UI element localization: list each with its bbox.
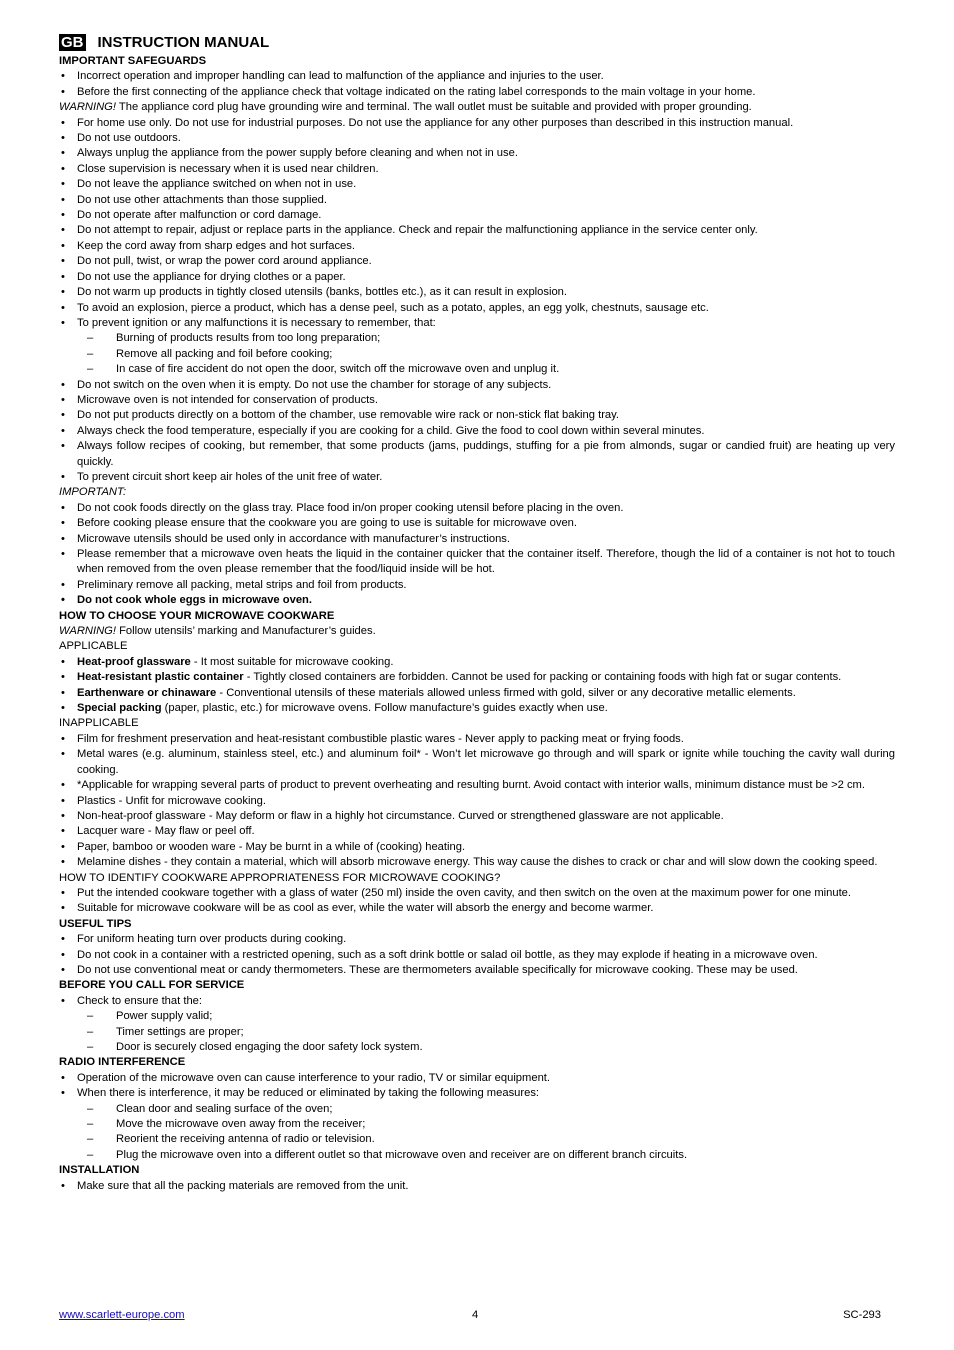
list-item: • Operation of the microwave oven can cause interference to your radio, TV or similar equipment. — [59, 1071, 895, 1086]
manual-title-row — [59, 34, 895, 52]
sub-list-item: – Move the microwave oven away from the receiver; — [59, 1117, 895, 1132]
identify-list — [59, 886, 895, 917]
safeguards-list-1 — [59, 69, 895, 100]
applicable-term: Special packing — [77, 702, 162, 715]
eggs-warning-item: • Do not cook whole eggs in microwave oven. — [59, 593, 895, 608]
radio-sub-list — [59, 1102, 895, 1164]
important-label: IMPORTANT: — [59, 486, 127, 499]
sub-list-item: – Remove all packing and foil before cooking; — [59, 347, 895, 362]
list-item: • Non-heat-proof glassware - May deform or flaw in a highly hot circumstance. Curved or strengthened glassware are not applicable. — [59, 809, 895, 824]
list-item: • Close supervision is necessary when it is used near children. — [59, 162, 895, 177]
list-item: • When there is interference, it may be reduced or eliminated by taking the following measures: — [59, 1086, 895, 1101]
cookware-warning-text: Follow utensils’ marking and Manufacturer’s guides. — [115, 625, 376, 638]
important-list — [59, 501, 895, 593]
list-item: • Do not use the appliance for drying clothes or a paper. — [59, 270, 895, 285]
sub-list-item: – Burning of products results from too long preparation; — [59, 331, 895, 346]
sub-list-item: – Power supply valid; — [59, 1009, 895, 1024]
list-item: • Put the intended cookware together with a glass of water (250 ml) inside the oven cavity, and then switch on the oven at the maximum power for one minute. — [59, 886, 895, 901]
section-heading-installation: INSTALLATION — [59, 1164, 140, 1177]
list-item: • Microwave oven is not intended for conservation of products. — [59, 393, 895, 408]
identify-heading: HOW TO IDENTIFY COOKWARE APPROPRIATENESS FOR MICROWAVE COOKING? — [59, 871, 501, 884]
model-number: SC-293 — [843, 1309, 881, 1321]
list-item: • Do not use outdoors. — [59, 131, 895, 146]
list-item: • *Applicable for wrapping several parts of product to prevent overheating and resulting burnt. Avoid contact with interior walls, minimum distance must be >2 cm. — [59, 778, 895, 793]
list-item: • To avoid an explosion, pierce a product, which has a dense peel, such as a potato, apples, an egg yolk, chestnuts, sausage etc. — [59, 301, 895, 316]
list-item: • Please remember that a microwave oven heats the liquid in the container quicker that the container itself. Therefore, though the lid of a container is not hot to touch when removed from the oven please remember that the food/liquid inside will be hot. — [59, 547, 895, 578]
applicable-list — [59, 655, 895, 717]
list-item: • Preliminary remove all packing, metal strips and foil from products. — [59, 578, 895, 593]
applicable-item — [59, 670, 895, 685]
list-item: • Always check the food temperature, especially if you are cooking for a child. Give the food to cool down within several minutes. — [59, 424, 895, 439]
tips-list — [59, 932, 895, 978]
applicable-item — [59, 686, 895, 701]
list-item: • Do not cook in a container with a restricted opening, such as a soft drink bottle or salad oil bottle, as they may explode if heating in a microwave oven. — [59, 948, 895, 963]
list-item: • For uniform heating turn over products during cooking. — [59, 932, 895, 947]
list-item: • Always unplug the appliance from the power supply before cleaning and when not in use. — [59, 146, 895, 161]
list-item: • Lacquer ware - May flaw or peel off. — [59, 824, 895, 839]
installation-item: • Make sure that all the packing materials are removed from the unit. — [59, 1179, 895, 1194]
list-item: • To prevent ignition or any malfunctions it is necessary to remember, that: — [59, 316, 895, 331]
section-heading-service: BEFORE YOU CALL FOR SERVICE — [59, 979, 245, 992]
list-item: • Keep the cord away from sharp edges and hot surfaces. — [59, 239, 895, 254]
list-item: • Metal wares (e.g. aluminum, stainless steel, etc.) and aluminum foil* - Won’t let microwave go through and will spark or ignite while touching the cavity wall during cooking. — [59, 747, 895, 778]
applicable-text: - It most suitable for microwave cooking. — [190, 655, 394, 668]
list-item: • Do not attempt to repair, adjust or replace parts in the appliance. Check and repair the malfunctioning appliance in the service center only. — [59, 223, 895, 238]
section-heading-cookware: HOW TO CHOOSE YOUR MICROWAVE COOKWARE — [59, 609, 335, 622]
list-item: • Before cooking please ensure that the cookware you are going to use is suitable for microwave oven. — [59, 516, 895, 531]
list-item: • Do not switch on the oven when it is empty. Do not use the chamber for storage of any subjects. — [59, 378, 895, 393]
list-item: • Do not use conventional meat or candy thermometers. These are thermometers available specifically for microwave cooking. These may be used. — [59, 963, 895, 978]
applicable-text: - Conventional utensils of these materials allowed unless firmed with gold, silver or any decorative metallic elements. — [216, 686, 796, 699]
sub-list-item: – Plug the microwave oven into a different outlet so that microwave oven and receiver are on different branch circuits. — [59, 1148, 895, 1163]
list-item: • Melamine dishes - they contain a material, which will absorb microwave energy. This way cause the dishes to crack or char and will slow down the cooking speed. — [59, 855, 895, 870]
applicable-text: - Tightly closed containers are forbidden. Cannot be used for packing or containing foods with high fat or sugar contents. — [243, 671, 842, 684]
page-footer — [59, 1307, 881, 1323]
list-item: • For home use only. Do not use for industrial purposes. Do not use the appliance for any other purposes than described in this instruction manual. — [59, 116, 895, 131]
section-heading-safeguards: IMPORTANT SAFEGUARDS — [59, 55, 207, 67]
applicable-text: (paper, plastic, etc.) for microwave ovens. Follow manufacture’s guides exactly when use. — [161, 702, 608, 715]
language-badge: GB — [61, 34, 84, 51]
list-item: • Do not warm up products in tightly closed utensils (banks, bottles etc.), as it can result in explosion. — [59, 285, 895, 300]
cookware-warning-label: WARNING! — [59, 625, 116, 638]
list-item: • Do not put products directly on a bottom of the chamber, use removable wire rack or non-stick flat baking tray. — [59, 408, 895, 423]
applicable-term: Heat-resistant plastic container — [77, 671, 244, 684]
section-heading-tips: USEFUL TIPS — [59, 917, 132, 930]
safeguards-list-3 — [59, 378, 895, 486]
section-heading-radio: RADIO INTERFERENCE — [59, 1056, 186, 1069]
warning-text: The appliance cord plug have grounding wire and terminal. The wall outlet must be suitable and provided with proper grounding. — [115, 101, 752, 114]
applicable-term: Earthenware or chinaware — [77, 686, 217, 699]
list-item: • Do not leave the appliance switched on when not in use. — [59, 177, 895, 192]
list-item: • Paper, bamboo or wooden ware - May be burnt in a while of (cooking) heating. — [59, 840, 895, 855]
list-item: • Plastics - Unfit for microwave cooking. — [59, 794, 895, 809]
sub-list-item: – In case of fire accident do not open the door, switch off the microwave oven and unplug it. — [59, 362, 895, 377]
list-item: • Do not pull, twist, or wrap the power cord around appliance. — [59, 254, 895, 269]
fire-sub-list — [59, 331, 895, 377]
list-item: • Do not use other attachments than those supplied. — [59, 193, 895, 208]
applicable-item — [59, 701, 895, 716]
list-item: • Film for freshment preservation and heat-resistant combustible plastic wares - Never apply to packing meat or frying foods. — [59, 732, 895, 747]
manual-page — [59, 34, 895, 1194]
list-item: • To prevent circuit short keep air holes of the unit free of water. — [59, 470, 895, 485]
applicable-item — [59, 655, 895, 670]
service-item: • Check to ensure that the: — [59, 994, 895, 1009]
cookware-warning — [59, 624, 895, 639]
sub-list-item: – Door is securely closed engaging the door safety lock system. — [59, 1040, 895, 1055]
sub-list-item: – Timer settings are proper; — [59, 1025, 895, 1040]
inapplicable-list — [59, 732, 895, 871]
warning-paragraph — [59, 100, 895, 115]
inapplicable-label: INAPPLICABLE — [59, 717, 139, 730]
safeguards-list-2 — [59, 116, 895, 332]
list-item: • Before the first connecting of the appliance check that voltage indicated on the rating label corresponds to the main voltage in your home. — [59, 85, 895, 100]
list-item: • Do not operate after malfunction or cord damage. — [59, 208, 895, 223]
list-item: • Suitable for microwave cookware will be as cool as ever, while the water will absorb the energy and become warmer. — [59, 901, 895, 916]
radio-list — [59, 1071, 895, 1102]
applicable-label: APPLICABLE — [59, 640, 128, 653]
service-sub-list — [59, 1009, 895, 1055]
applicable-term: Heat-proof glassware — [77, 655, 191, 668]
warning-label: WARNING! — [59, 101, 116, 114]
website-link[interactable]: www.scarlett-europe.com — [59, 1309, 185, 1321]
list-item: • Always follow recipes of cooking, but remember, that some products (jams, puddings, stuffing for a pie from almonds, sugar or candied fruit) are heating up very quickly. — [59, 439, 895, 470]
sub-list-item: – Reorient the receiving antenna of radio or television. — [59, 1132, 895, 1147]
list-item: • Do not cook foods directly on the glass tray. Place food in/on proper cooking utensil before placing in the oven. — [59, 501, 895, 516]
sub-list-item: – Clean door and sealing surface of the oven; — [59, 1102, 895, 1117]
list-item: • Incorrect operation and improper handling can lead to malfunction of the appliance and injuries to the user. — [59, 69, 895, 84]
page-number: 4 — [472, 1309, 479, 1321]
list-item: • Microwave utensils should be used only in accordance with manufacturer’s instructions. — [59, 532, 895, 547]
page-title: INSTRUCTION MANUAL — [97, 34, 270, 51]
